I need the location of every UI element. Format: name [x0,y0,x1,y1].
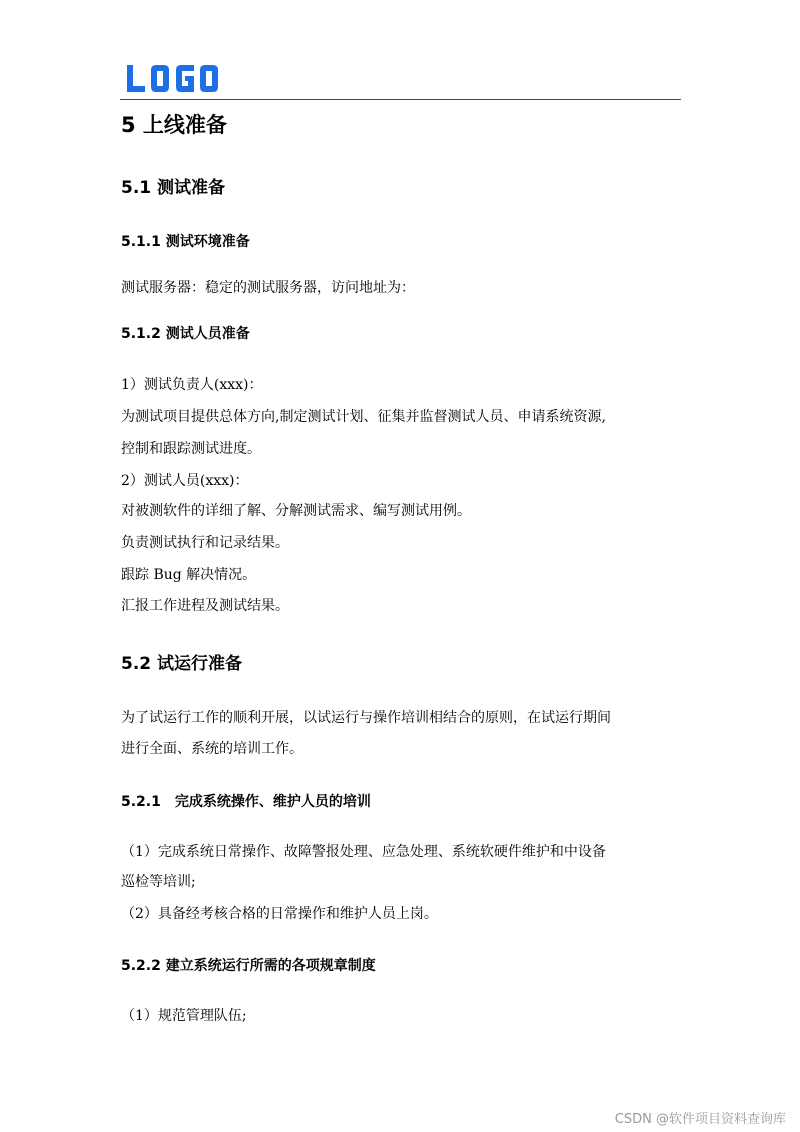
text-line: 跟踪 Bug 解决情况。 [121,567,257,583]
text-line: 为了试运行工作的顺利开展，以试运行与操作培训相结合的原则，在试运行期间 [121,710,611,726]
text-line: 为测试项目提供总体方向,制定测试计划、征集并监督测试人员、申请系统资源, [121,409,606,425]
section-heading-5-1: 5.1 测试准备 [121,178,226,198]
chapter-heading: 5 上线准备 [121,113,227,137]
text-line: 负责测试执行和记录结果。 [121,535,289,551]
subsection-heading-5-1-2: 5.1.2 测试人员准备 [121,326,250,342]
text-line: 控制和跟踪测试进度。 [121,441,261,457]
logo-mark [127,62,225,96]
subsection-heading-5-2-1: 5.2.1 完成系统操作、维护人员的培训 [121,794,371,810]
text-line: （1）规范管理队伍; [121,1008,247,1024]
text-line: 进行全面、系统的培训工作。 [121,741,303,757]
text-line: 2）测试人员(xxx)： [121,473,249,489]
text-line: 1）测试负责人(xxx)： [121,377,263,393]
text-line: （2）具备经考核合格的日常操作和维护人员上岗。 [121,906,438,922]
watermark: CSDN @软件项目资料查询库 [614,1112,786,1127]
subsection-heading-5-1-1: 5.1.1 测试环境准备 [121,234,250,250]
text-line: 汇报工作进程及测试结果。 [121,598,289,614]
header-rule [120,99,681,100]
logo [127,62,225,96]
text-line: （1）完成系统日常操作、故障警报处理、应急处理、系统软硬件维护和中设备 [121,844,606,860]
text-line: 巡检等培训; [121,874,196,890]
subsection-heading-5-2-2: 5.2.2 建立系统运行所需的各项规章制度 [121,958,376,974]
text-line: 对被测软件的详细了解、分解测试需求、编写测试用例。 [121,503,471,519]
paragraph: 测试服务器：稳定的测试服务器，访问地址为： [121,280,415,296]
section-heading-5-2: 5.2 试运行准备 [121,654,243,674]
